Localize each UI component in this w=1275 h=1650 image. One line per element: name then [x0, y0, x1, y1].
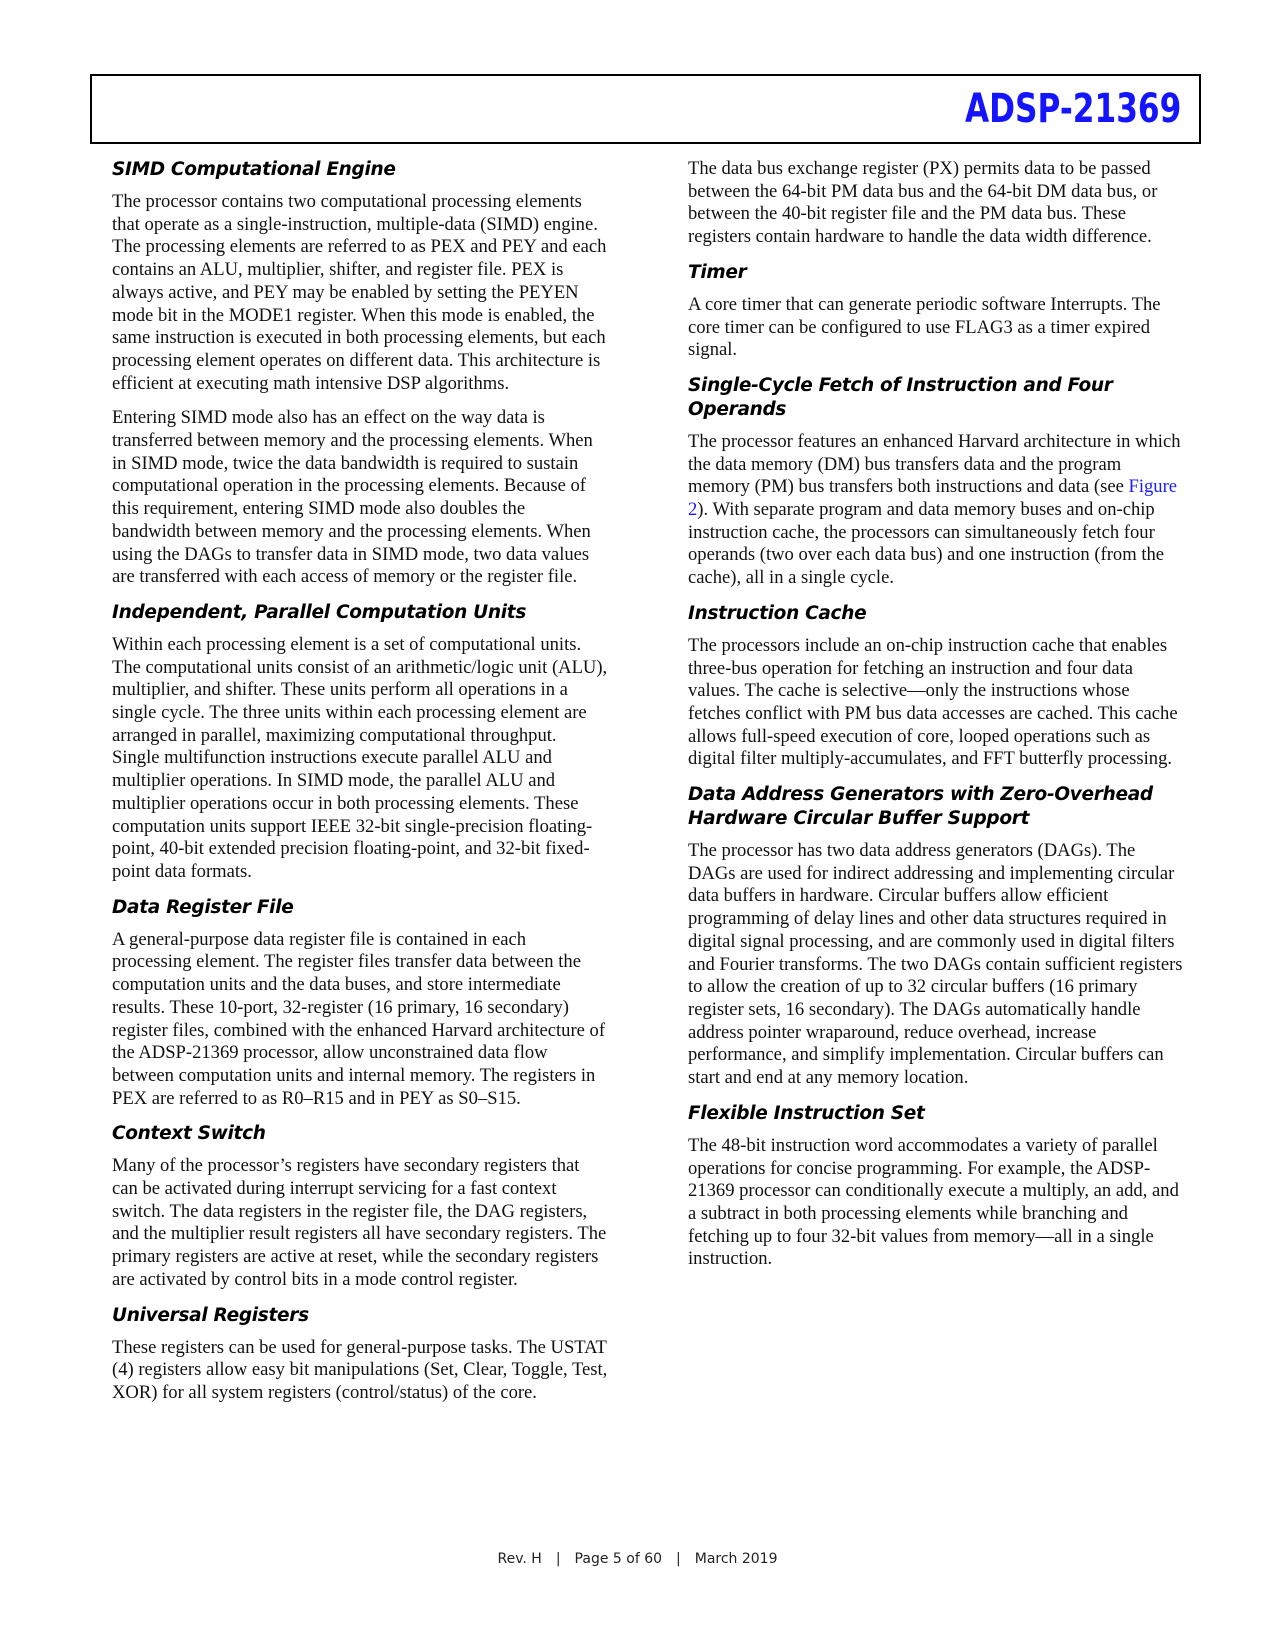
paragraph: A general-purpose data register file is contained in each processing element. The register files transfer data between the computation units and the data buses, and store intermediate results. These 10-port, 32-register (16 primary, 16 secondary) register files, combined with the enhanced Harvard architecture of the ADSP-21369 processor, allow unconstrained data flow between computation units and internal memory. The registers in PEX are referred to as R0–R15 and in PEY as S0–S15.: [112, 928, 606, 1109]
paragraph: The processors include an on-chip instruction cache that enables three-bus operation for fetching an instruction and four data values. The cache is selective—only the instructions whose fetches conflict with PM bus data accesses are cached. This cache allows full-speed execution of core, looped operations such as digital filter multiply-accumulates, and FFT butterfly processing.: [688, 634, 1178, 770]
section-heading: Universal Registers: [112, 1304, 309, 1326]
section-heading: Single-Cycle Fetch of Instruction and Four Operands: [688, 374, 1113, 420]
section-data-register-file: [112, 896, 608, 1111]
date: March 2019: [694, 1551, 778, 1567]
section-heading: Independent, Parallel Computation Units: [112, 601, 527, 623]
section-single-cycle-fetch: [688, 374, 1184, 590]
section-heading: Timer: [688, 261, 747, 283]
paragraph: Many of the processor’s registers have secondary registers that can be activated during interrupt servicing for a fast context switch. The data registers in the register file, the DAG registers, and the multiplier result registers all have secondary registers. The primary registers are active at reset, while the secondary registers are activated by control bits in a mode control register.: [112, 1155, 607, 1290]
section-heading: Flexible Instruction Set: [688, 1102, 925, 1124]
page-footer: [0, 1551, 1275, 1567]
section-context-switch: [112, 1122, 608, 1291]
section-heading: Instruction Cache: [688, 602, 867, 624]
section-heading: Data Address Generators with Zero-Overhead Hardware Circular Buffer Support: [688, 784, 1153, 830]
paragraph-px-register: The data bus exchange register (PX) permits data to be passed between the 64-bit PM data bus and the 64-bit DM data bus, or between the 40-bit register file and the PM data bus. These registers contain hardware to handle the data width difference.: [688, 158, 1158, 248]
figure-2-link[interactable]: Figure 2: [688, 476, 1178, 521]
right-column: [688, 158, 1184, 1283]
paragraph: The processor contains two computational processing elements that operate as a single-instruction, multiple-data (SIMD) engine. The processing elements are referred to as PEX and PEY and each contains an ALU, multiplier, shifter, and register file. PEX is always active, and PEY may be enabled by setting the PEYEN mode bit in the MODE1 register. When this mode is enabled, the same instruction is executed in both processing elements, but each processing element operates on different data. This architecture is efficient at executing math intensive DSP algorithms.: [112, 191, 607, 394]
section-timer: [688, 261, 1184, 362]
text: ). With separate program and data memory buses and on-chip instruction cache, the processors can simultaneously fetch four operands (two over each data bus) and one instruction (from the cache), all in a single cycle.: [688, 499, 1165, 589]
paragraph: The 48-bit instruction word accommodates a variety of parallel operations for concise programming. For example, the ADSP-21369 processor can conditionally execute a multiply, an add, and a subtract in both processing elements while branching and fetching up to four 32-bit values from memory—all in a single instruction.: [688, 1134, 1179, 1270]
paragraph: [688, 431, 1184, 590]
paragraph: A core timer that can generate periodic software Interrupts. The core timer can be configured to use FLAG3 as a timer expired signal.: [688, 293, 1161, 361]
paragraph: These registers can be used for general-purpose tasks. The USTAT (4) registers allow easy bit manipulations (Set, Clear, Toggle, Test, XOR) for all system registers (control/status) of the core.: [112, 1336, 608, 1403]
section-heading: SIMD Computational Engine: [112, 159, 396, 180]
document-title: ADSP-21369: [964, 86, 1181, 132]
page-number: Page 5 of 60: [574, 1551, 663, 1567]
section-dag: [688, 783, 1184, 1090]
revision: Rev. H: [497, 1551, 542, 1567]
section-instruction-set: [688, 1102, 1184, 1271]
section-simd: [112, 158, 608, 589]
paragraph: Entering SIMD mode also has an effect on the way data is transferred between memory and the processing elements. When in SIMD mode, twice the data bandwidth is required to sustain computational operation in the processing elements. Because of this requirement, entering SIMD mode also doubles the bandwidth between memory and the processing elements. When using the DAGs to transfer data in SIMD mode, two data values are transferred with each access of memory or the register file.: [112, 407, 593, 588]
section-heading: Context Switch: [112, 1123, 266, 1145]
separator: |: [676, 1551, 681, 1567]
left-column: [112, 158, 608, 1417]
page-header: [90, 74, 1201, 144]
text: The processor features an enhanced Harvard architecture in which the data memory (DM) bus transfers data and the program memory (PM) bus transfers both instructions and data (see: [688, 430, 1181, 498]
section-universal-registers: [112, 1304, 608, 1405]
section-heading: Data Register File: [112, 896, 294, 918]
section-instruction-cache: [688, 602, 1184, 771]
paragraph: Within each processing element is a set of computational units. The computational units consist of an arithmetic/logic unit (ALU), multiplier, and shifter. These units perform all operations in a single cycle. The three units within each processing element are arranged in parallel, maximizing computational throughput. Single multifunction instructions execute parallel ALU and multiplier operations. In SIMD mode, the parallel ALU and multiplier operations occur in both processing elements. These computation units support IEEE 32-bit single-precision floating-point, 40-bit extended precision floating-point, and 32-bit fixed-point data formats.: [112, 633, 608, 882]
separator: |: [555, 1551, 561, 1567]
paragraph: The processor has two data address generators (DAGs). The DAGs are used for indirect addressing and implementing circular data buffers in hardware. Circular buffers allow efficient programming of delay lines and other data structures required in digital signal processing, and are commonly used in digital filters and Fourier transforms. The two DAGs contain sufficient registers to allow the creation of up to 32 circular buffers (16 primary register sets, 16 secondary). The DAGs automatically handle address pointer wraparound, reduce overhead, increase performance, and simplify implementation. Circular buffers can start and end at any memory location.: [688, 840, 1183, 1089]
section-parallel-units: [112, 601, 608, 884]
